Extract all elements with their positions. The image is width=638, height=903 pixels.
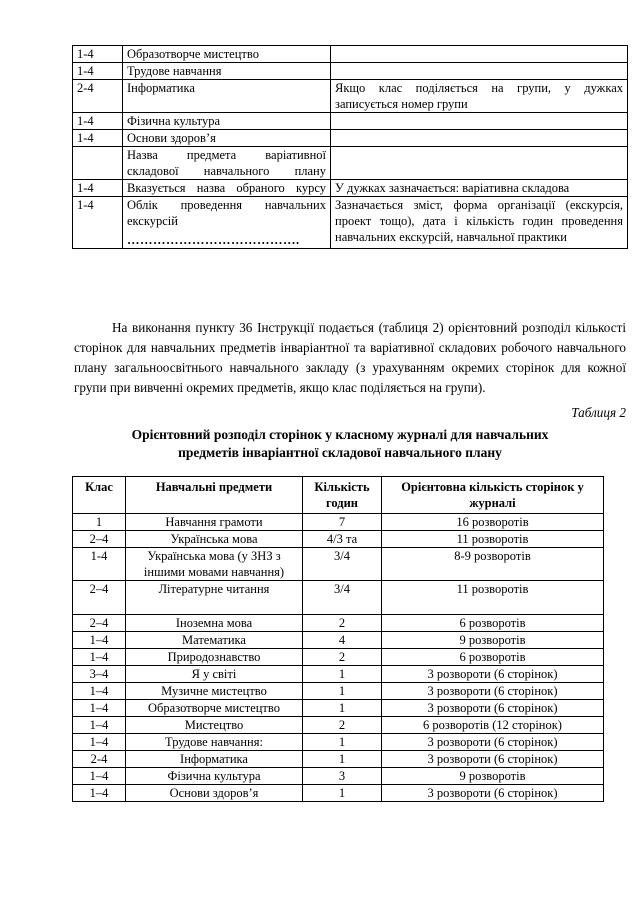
subject-cell: Іноземна мова: [126, 615, 303, 632]
hours-cell: 2: [303, 717, 382, 734]
subject-cell: Навчання грамоти: [126, 514, 303, 531]
table-row: [73, 46, 628, 63]
grade-cell: 1–4: [73, 683, 126, 700]
grade-cell: 2–4: [73, 581, 126, 615]
hours-cell: 7: [303, 514, 382, 531]
subject-cell: Трудове навчання: [123, 63, 331, 80]
table-row: [73, 63, 628, 80]
hours-cell: 3: [303, 768, 382, 785]
grade-cell: 1–4: [73, 785, 126, 802]
grade-cell: 1-4: [73, 130, 123, 147]
table-title: [60, 426, 620, 462]
pages-cell: 11 розворотів: [382, 531, 604, 548]
pages-cell: 3 розвороти (6 сторінок): [382, 751, 604, 768]
table-row: [73, 632, 604, 649]
subject-cell: Трудове навчання:: [126, 734, 303, 751]
hours-cell: 1: [303, 666, 382, 683]
note-cell: Якщо клас поділяється на групи, у дужках записується номер групи: [331, 80, 628, 113]
grade-cell: 1–4: [73, 734, 126, 751]
table-row: [73, 581, 604, 615]
grade-cell: 1–4: [73, 700, 126, 717]
table-row: [73, 80, 628, 113]
grade-cell: 1–4: [73, 717, 126, 734]
subject-cell: Природознавство: [126, 649, 303, 666]
grade-cell: 1-4: [73, 46, 123, 63]
dotted-placeholder: ………………………………….: [127, 233, 300, 247]
grade-cell: 1-4: [73, 548, 126, 581]
pages-cell: 3 розвороти (6 сторінок): [382, 666, 604, 683]
body-paragraph: [74, 318, 626, 398]
subject-cell: Образотворче мистецтво: [126, 700, 303, 717]
paragraph-text: На виконання пункту 36 Інструкції подається (таблиця 2) орієнтовний розподіл кількості сторінок для навчальних предметів інваріантної та варіативної складових робочого навчального плану загальноосвітнього навчального закладу (з урахуванням окремих сторінок для кожної групи при вивченні окремих предметів, якщо клас поділяється на групи).: [74, 320, 626, 395]
table-row: [73, 683, 604, 700]
subject-cell: Літературне читання: [126, 581, 303, 615]
table-row: [73, 130, 628, 147]
hours-cell: 2: [303, 649, 382, 666]
pages-cell: 3 розвороти (6 сторінок): [382, 683, 604, 700]
table-title-line: Орієнтовний розподіл сторінок у класному журналі для навчальних: [131, 427, 549, 442]
pages-cell: 6 розворотів: [382, 615, 604, 632]
hours-cell: 3/4: [303, 548, 382, 581]
subject-text: Облік проведення навчальних екскурсій: [127, 198, 326, 228]
column-header: Кількість годин: [303, 477, 382, 514]
hours-cell: 1: [303, 734, 382, 751]
grade-cell: 2-4: [73, 751, 126, 768]
table-row: [73, 531, 604, 548]
table-row: [73, 768, 604, 785]
hours-cell: 4: [303, 632, 382, 649]
table-row: [73, 113, 628, 130]
table-caption: Таблиця 2: [571, 405, 626, 420]
hours-cell: 1: [303, 751, 382, 768]
subject-cell: Вказується назва обраного курсу: [123, 180, 331, 197]
hours-cell: 1: [303, 700, 382, 717]
grade-cell: 2–4: [73, 531, 126, 548]
grade-cell: 2–4: [73, 615, 126, 632]
table-row: [73, 514, 604, 531]
subject-cell: Українська мова: [126, 531, 303, 548]
hours-cell: 3/4: [303, 581, 382, 615]
subject-cell: Образотворче мистецтво: [123, 46, 331, 63]
table-row: [73, 615, 604, 632]
grade-cell: 1: [73, 514, 126, 531]
note-cell: У дужках зазначається: варіативна складова: [331, 180, 628, 197]
subject-cell: Інформатика: [126, 751, 303, 768]
grade-cell: 1-4: [73, 197, 123, 249]
pages-cell: 8-9 розворотів: [382, 548, 604, 581]
subject-cell: Мистецтво: [126, 717, 303, 734]
subject-cell: [123, 197, 331, 249]
grade-cell: 1-4: [73, 63, 123, 80]
subject-cell: Фізична культура: [126, 768, 303, 785]
column-header: Навчальні предмети: [126, 477, 303, 514]
note-cell: Зазначається зміст, форма організації (екскурсія, проект тощо), дата і кількість годин проведення навчальних екскурсій, навчальної практики: [331, 197, 628, 249]
note-cell: [331, 147, 628, 180]
grade-cell: 2-4: [73, 80, 123, 113]
subject-cell: Музичне мистецтво: [126, 683, 303, 700]
subject-cell: Фізична культура: [123, 113, 331, 130]
grade-cell: 1–4: [73, 768, 126, 785]
hours-cell: 1: [303, 683, 382, 700]
table-row: [73, 666, 604, 683]
table-row: [73, 548, 604, 581]
table-row: [73, 180, 628, 197]
note-cell: [331, 130, 628, 147]
hours-cell: 1: [303, 785, 382, 802]
page-distribution-table: [72, 476, 604, 802]
pages-cell: 3 розвороти (6 сторінок): [382, 785, 604, 802]
grade-cell: 3–4: [73, 666, 126, 683]
table-row: [73, 751, 604, 768]
subject-cell: Інформатика: [123, 80, 331, 113]
pages-cell: 9 розворотів: [382, 632, 604, 649]
header-row: [73, 477, 604, 514]
grade-cell: 1–4: [73, 632, 126, 649]
pages-cell: 3 розвороти (6 сторінок): [382, 734, 604, 751]
grade-cell: 1-4: [73, 113, 123, 130]
grade-cell: 1–4: [73, 649, 126, 666]
hours-cell: 4/3 та: [303, 531, 382, 548]
subject-cell: Назва предмета варіативної складової навчального плану: [123, 147, 331, 180]
pages-cell: 11 розворотів: [382, 581, 604, 615]
pages-cell: 3 розвороти (6 сторінок): [382, 700, 604, 717]
note-cell: [331, 63, 628, 80]
pages-cell: 16 розворотів: [382, 514, 604, 531]
table-row: [73, 700, 604, 717]
pages-cell: 6 розворотів (12 сторінок): [382, 717, 604, 734]
table-row: [73, 147, 628, 180]
table-row: [73, 717, 604, 734]
hours-cell: 2: [303, 615, 382, 632]
subject-cell: Основи здоров’я: [123, 130, 331, 147]
subject-cell: Математика: [126, 632, 303, 649]
subject-cell: Основи здоров’я: [126, 785, 303, 802]
pages-cell: 6 розворотів: [382, 649, 604, 666]
table-row: [73, 197, 628, 249]
column-header: Орієнтовна кількість сторінок у журналі: [382, 477, 604, 514]
table-body: [73, 514, 604, 802]
pages-cell: 9 розворотів: [382, 768, 604, 785]
table-row: [73, 785, 604, 802]
note-cell: [331, 46, 628, 63]
table-row: [73, 734, 604, 751]
table-row: [73, 649, 604, 666]
subject-cell: Українська мова (у ЗНЗ з іншими мовами навчання): [126, 548, 303, 581]
column-header: Клас: [73, 477, 126, 514]
note-cell: [331, 113, 628, 130]
subject-cell: Я у світі: [126, 666, 303, 683]
grade-cell: 1-4: [73, 180, 123, 197]
table-title-line: предметів інваріантної складової навчального плану: [178, 445, 502, 460]
grade-cell: [73, 147, 123, 180]
subjects-notes-table: [72, 45, 628, 249]
